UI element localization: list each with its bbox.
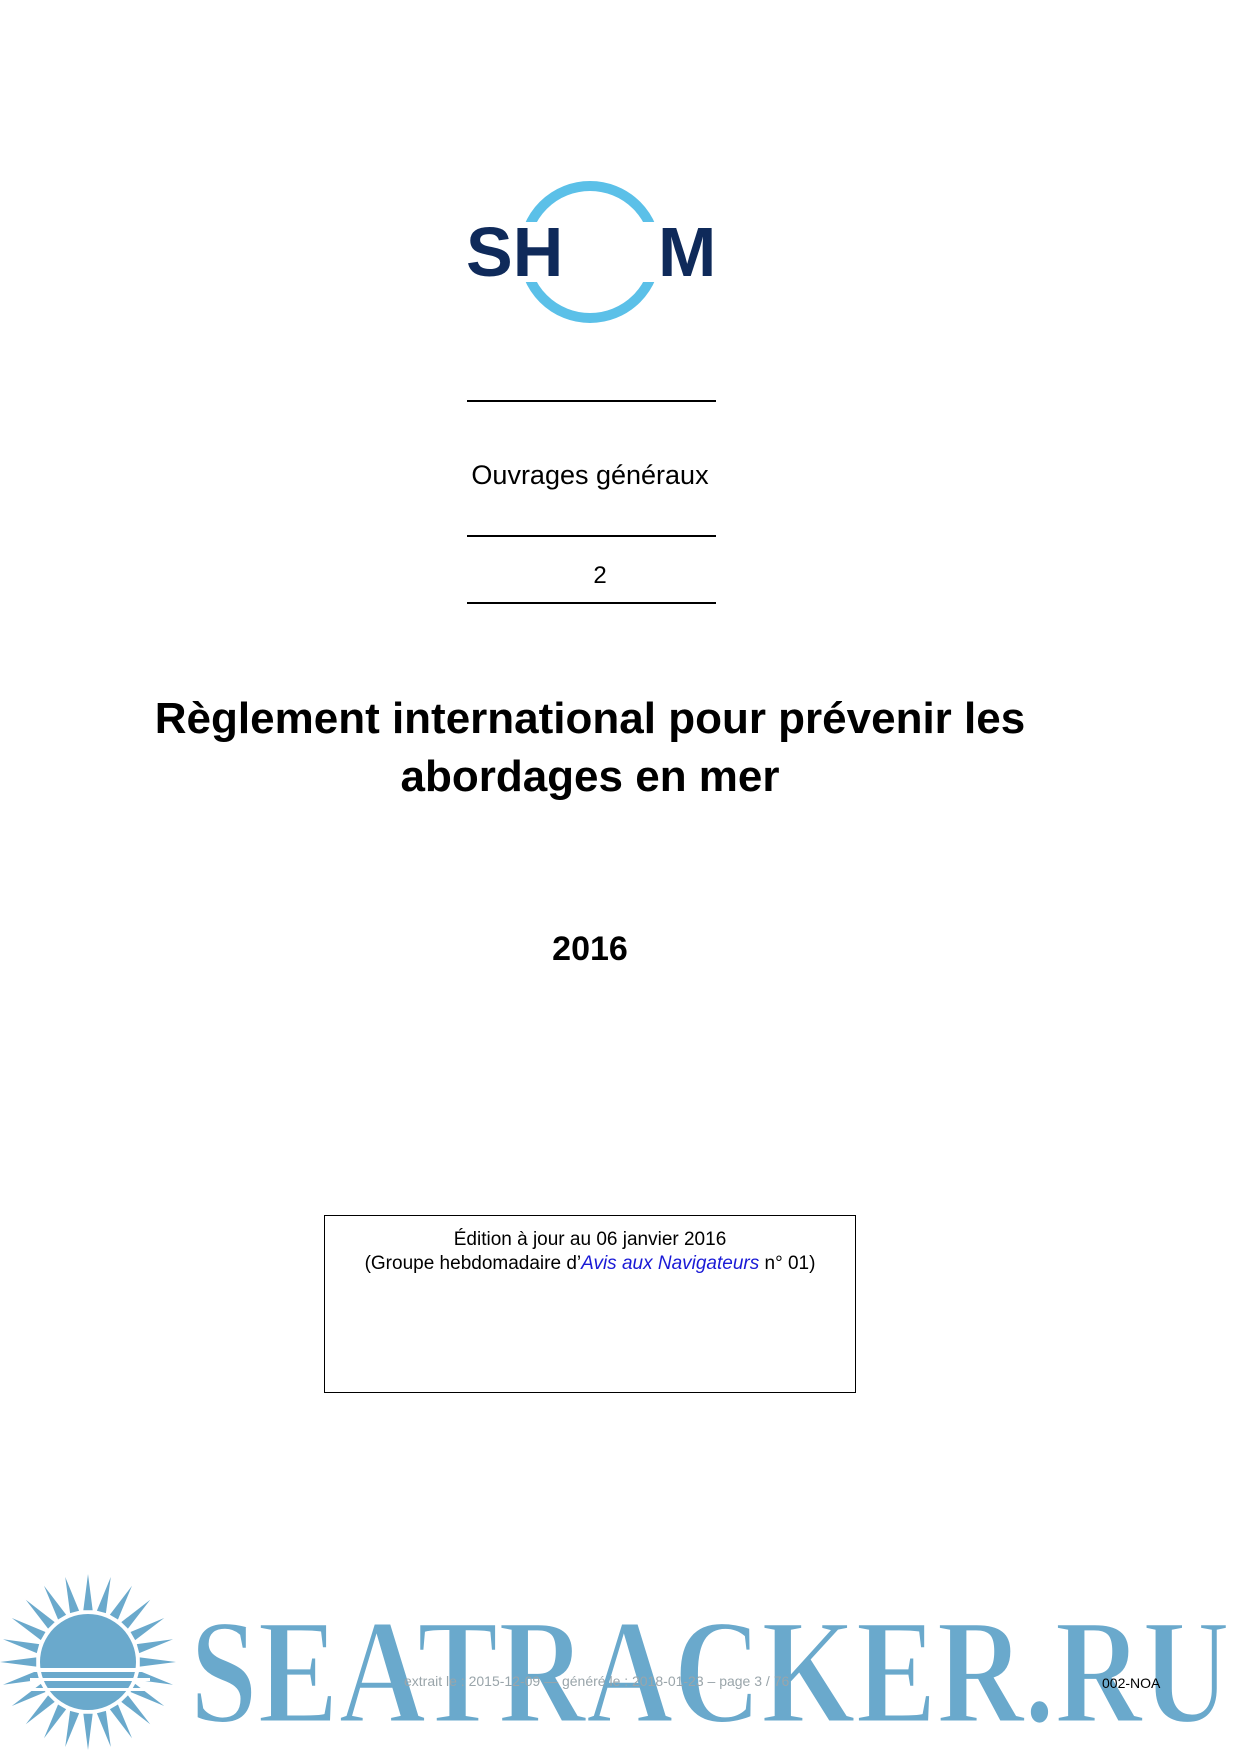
document-title xyxy=(0,690,1180,806)
logo-text-left: SH xyxy=(466,213,564,291)
series-title: Ouvrages généraux xyxy=(471,460,709,490)
document-code: 002-NOA xyxy=(1102,1675,1161,1691)
edition-group-suffix: n° 01) xyxy=(759,1253,816,1274)
divider-bottom xyxy=(467,602,716,604)
edition-group xyxy=(325,1252,855,1276)
volume-number: 2 xyxy=(593,562,607,589)
edition-group-prefix: (Groupe hebdomadaire d’ xyxy=(364,1253,582,1274)
avis-aux-navigateurs-link[interactable]: Avis aux Navigateurs xyxy=(581,1253,760,1274)
title-line-1: Règlement international pour prévenir les xyxy=(154,694,1026,743)
divider-middle xyxy=(467,535,716,537)
edition-box xyxy=(324,1215,856,1393)
title-line-2: abordages en mer xyxy=(400,752,780,801)
generation-info: extrait le : 2015-12-09 — généré le : 2018-01-23 – page 3 / 76 xyxy=(404,1673,790,1689)
watermark-label: SEATRACKER.RU xyxy=(190,1589,1230,1740)
shom-logo xyxy=(462,176,728,328)
edition-date: Édition à jour au 06 janvier 2016 xyxy=(453,1229,727,1250)
logo-text-right: M xyxy=(658,213,717,291)
edition-year: 2016 xyxy=(552,930,628,968)
divider-top xyxy=(467,400,716,402)
watermark-sun-icon xyxy=(0,1570,190,1753)
watermark-text xyxy=(190,1570,1240,1740)
